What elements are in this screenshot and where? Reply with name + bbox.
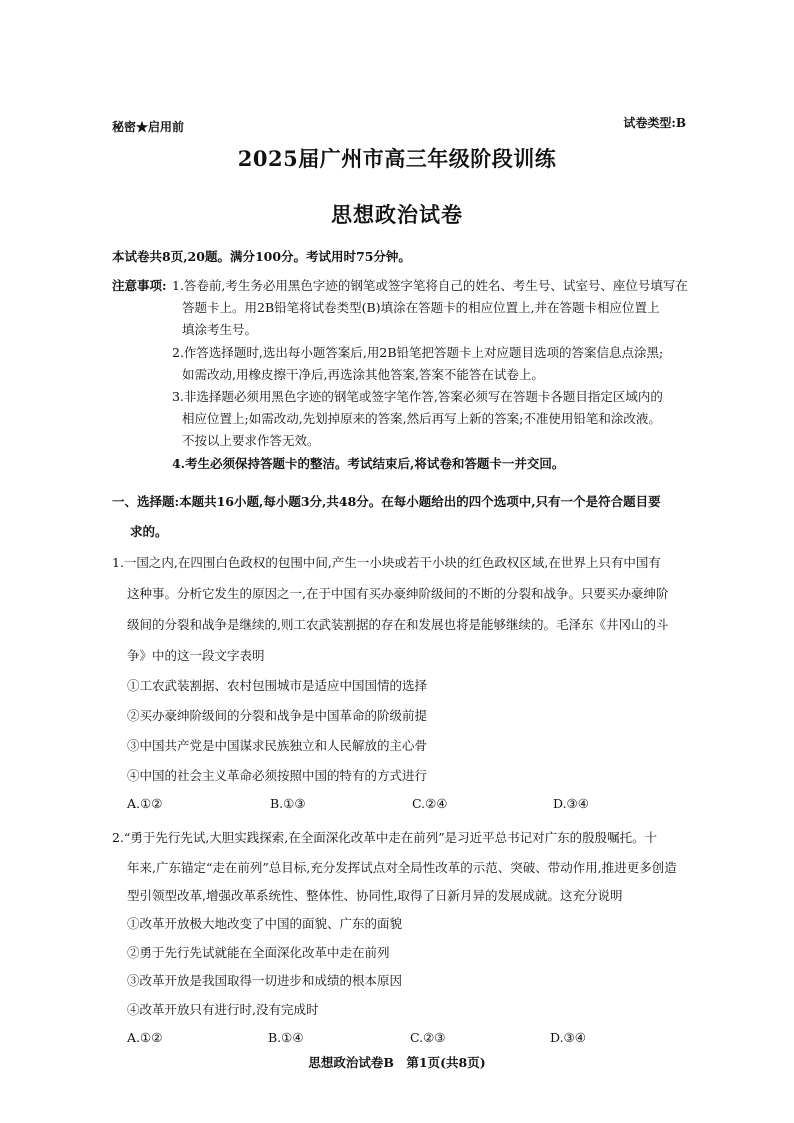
section-heading-cont: 求的。 [130,524,168,539]
question-stem-line: 这种事。分析它发生的原因之一,在于中国有买办豪绅阶级间的不断的分裂和战争。只要买办豪绅阶 [127,586,669,601]
question-stem-line: 1.一国之内,在四围白色政权的包围中间,产生一小块或若干小块的红色政权区域,在世界上只有中国有 [112,555,661,570]
question-2-option-b: B.①④ [268,1030,304,1045]
notice-line: 如需改动,用橡皮擦干净后,再选涂其他答案,答案不能答在试卷上。 [182,367,544,382]
question-2-option-c: C.②③ [410,1030,446,1045]
question-1-option-b: B.①③ [270,796,306,811]
question-2-statement: ④改革开放只有进行时,没有完成时 [127,1002,319,1017]
notice-line: 不按以上要求作答无效。 [182,433,320,448]
exam-intro: 本试卷共8页,20题。满分100分。考试用时75分钟。 [112,249,411,264]
question-stem-line: 年来,广东锚定“走在前列”总目标,充分发挥试点对全局性改革的示范、突破、带动作用,推进更多创造 [127,860,677,875]
notice-line: 答题卡上。用2B铅笔将试卷类型(B)填涂在答题卡的相应位置上,并在答题卡相应位置上 [182,300,660,315]
notice-line: 2.作答选择题时,选出每小题答案后,用2B铅笔把答题卡上对应题目选项的答案信息点涂黑; [172,345,664,360]
question-2-statement: ①改革开放极大地改变了中国的面貌、广东的面貌 [127,916,403,931]
notice-line: 相应位置上;如需改动,先划掉原来的答案,然后再写上新的答案;不准使用铅笔和涂改液。 [182,411,661,426]
question-2-option-d: D.③④ [550,1030,586,1045]
subject-title: 思想政治试卷 [331,202,463,227]
notice-label: 注意事项: [112,278,167,293]
question-1-option-d: D.③④ [553,796,589,811]
question-stem-line: 争》中的这一段文字表明 [127,648,265,663]
question-stem-line: 级间的分裂和战争是继续的,则工农武装割据的存在和发展也将是能够继续的。毛泽东《井冈山的斗 [127,617,669,632]
question-1-option-a: A.①② [127,796,163,811]
question-1-statement: ④中国的社会主义革命必须按照中国的特有的方式进行 [127,768,428,783]
question-1-option-c: C.②④ [412,796,448,811]
question-2-option-a: A.①② [127,1030,163,1045]
question-2-statement: ③改革开放是我国取得一切进步和成绩的根本原因 [127,973,403,988]
paper-type-label: 试卷类型:B [623,116,686,130]
section-heading: 一、选择题:本题共16小题,每小题3分,共48分。在每小题给出的四个选项中,只有一个是符合题目要 [112,494,661,509]
question-stem-line: 2.“勇于先行先试,大胆实践探索,在全面深化改革中走在前列”是习近平总书记对广东的殷殷嘱托。十 [112,830,658,845]
page-footer: 思想政治试卷B 第1页(共8页) [308,1055,486,1070]
question-2-statement: ②勇于先行先试就能在全面深化改革中走在前列 [127,945,390,960]
notice-line: 4.考生必须保持答题卡的整洁。考试结束后,将试卷和答题卡一并交回。 [172,456,565,471]
exam-title: 2025届广州市高三年级阶段训练 [237,146,557,171]
question-1-statement: ②买办豪绅阶级间的分裂和战争是中国革命的阶级前提 [127,708,428,723]
question-1-statement: ①工农武装割据、农村包围城市是适应中国国情的选择 [127,678,428,693]
notice-line: 填涂考生号。 [182,322,258,337]
question-stem-line: 型引领型改革,增强改革系统性、整体性、协同性,取得了日新月异的发展成就。这充分说明 [127,888,623,903]
notice-line: 1.答卷前,考生务必用黑色字迹的钢笔或签字笔将自己的姓名、考生号、试室号、座位号填写在 [172,278,688,293]
notice-line: 3.非选择题必须用黑色字迹的钢笔或签字笔作答,答案必须写在答题卡各题目指定区域内的 [172,389,663,404]
secret-label: 秘密★启用前 [112,120,185,134]
question-1-statement: ③中国共产党是中国谋求民族独立和人民解放的主心骨 [127,738,428,753]
